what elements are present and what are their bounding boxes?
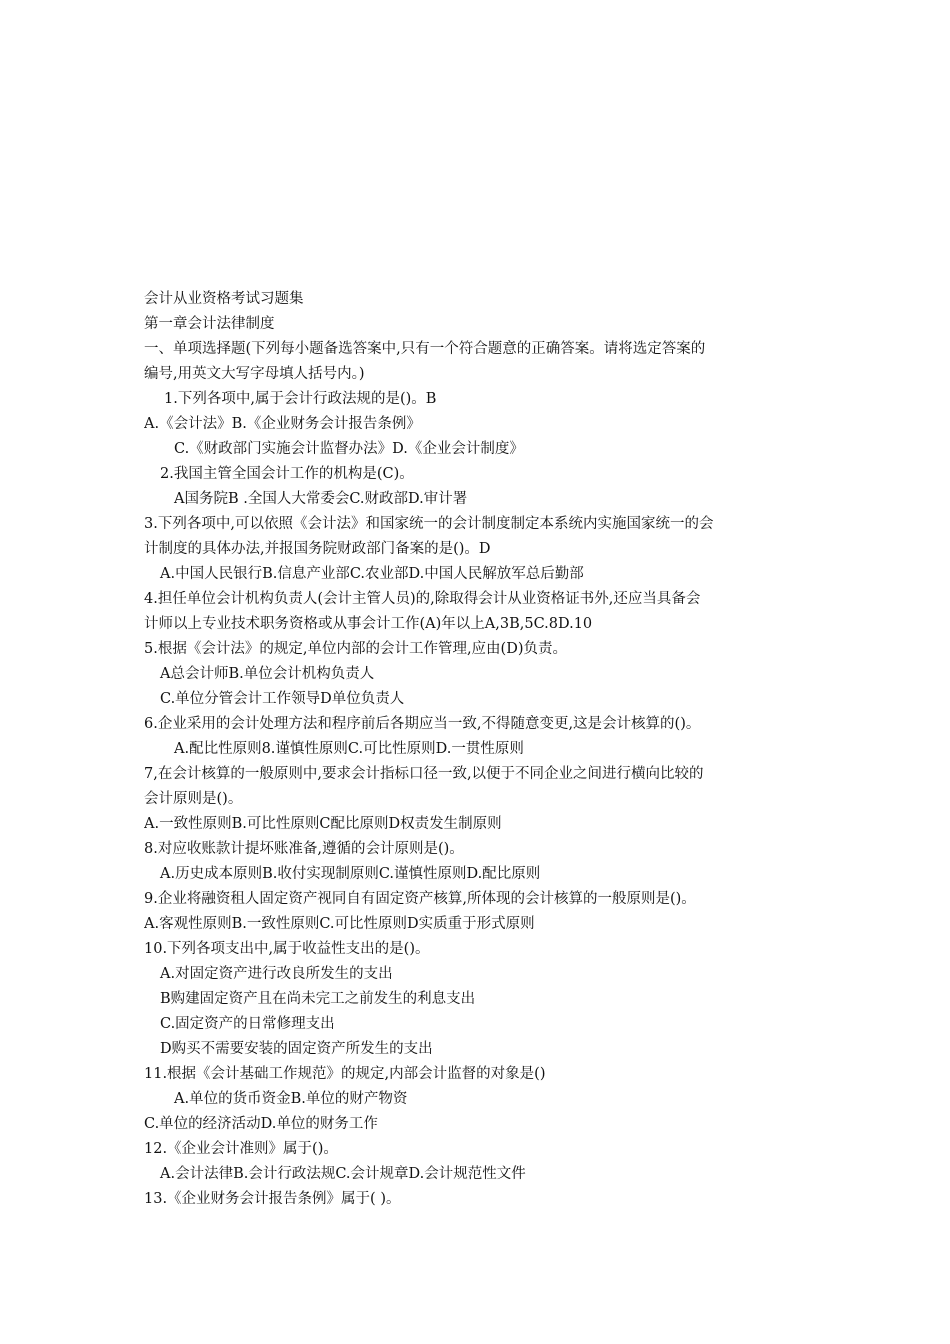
question-10-option-b: B购建固定资产且在尚未完工之前发生的利息支出 — [160, 991, 476, 1007]
question-10-option-d: D购买不需要安装的固定资产所发生的支出 — [160, 1041, 433, 1057]
question-7-cont: 会计原则是()。 — [144, 791, 243, 807]
chapter-heading: 第一章会计法律制度 — [144, 316, 275, 332]
question-5-options-a: A总会计师B.单位会计机构负责人 — [160, 666, 375, 682]
question-9-options: A.客观性原则B.一致性原则C.可比性原则D实质重于形式原则 — [144, 916, 535, 932]
question-8: 8.对应收账款计提坏账准备,遵循的会计原则是()。 — [144, 841, 464, 857]
question-3: 3.下列各项中,可以依照《会计法》和国家统一的会计制度制定本系统内实施国家统一的会 — [144, 516, 714, 532]
question-3-options: A.中国人民银行B.信息产业部C.农业部D.中国人民解放军总后勤部 — [160, 566, 584, 582]
question-12-options: A.会计法律B.会计行政法规C.会计规章D.会计规范性文件 — [160, 1166, 526, 1182]
question-9: 9.企业将融资租人固定资产视同自有固定资产核算,所体现的会计核算的一般原则是()。 — [144, 891, 696, 907]
question-7: 7,在会计核算的一般原则中,要求会计指标口径一致,以便于不同企业之间进行横向比较的 — [144, 766, 704, 782]
question-4-cont: 计师以上专业技术职务资格或从事会计工作(A)年以上A,3B,5C.8D.10 — [144, 616, 593, 632]
question-11: 11.根据《会计基础工作规范》的规定,内部会计监督的对象是() — [144, 1066, 546, 1082]
question-13: 13.《企业财务会计报告条例》属于( )。 — [144, 1191, 401, 1207]
question-2-options: A国务院B .全国人大常委会C.财政部D.审计署 — [174, 491, 468, 507]
question-12: 12.《企业会计准则》属于()。 — [144, 1141, 338, 1157]
question-6-options: A.配比性原则8.谨慎性原则C.可比性原则D.一贯性原则 — [174, 741, 524, 757]
question-1-options-a: A.《会计法》B.《企业财务会计报告条例》 — [144, 416, 421, 432]
question-10-option-a: A.对固定资产进行改良所发生的支出 — [160, 966, 393, 982]
question-6: 6.企业采用的会计处理方法和程序前后各期应当一致,不得随意变更,这是会计核算的()。 — [144, 716, 701, 732]
question-5: 5.根据《会计法》的规定,单位内部的会计工作管理,应由(D)负责。 — [144, 641, 567, 657]
question-10-option-c: C.固定资产的日常修理支出 — [160, 1016, 335, 1032]
section-instructions-cont: 编号,用英文大写字母填人括号内。) — [144, 366, 365, 382]
question-1: 1.下列各项中,属于会计行政法规的是()。B — [164, 391, 437, 407]
section-instructions: 一、单项选择题(下列每小题备选答案中,只有一个符合题意的正确答案。请将选定答案的 — [144, 341, 706, 357]
question-11-options-b: C.单位的经济活动D.单位的财务工作 — [144, 1116, 378, 1132]
question-3-cont: 计制度的具体办法,并报国务院财政部门备案的是()。D — [144, 541, 491, 557]
question-8-options: A.历史成本原则B.收付实现制原则C.谨慎性原则D.配比原则 — [160, 866, 541, 882]
document-body — [144, 287, 814, 1212]
question-10: 10.下列各项支出中,属于收益性支出的是()。 — [144, 941, 430, 957]
document-title: 会计从业资格考试习题集 — [144, 291, 304, 307]
question-7-options: A.一致性原则B.可比性原则C配比原则D权责发生制原则 — [144, 816, 502, 832]
question-2: 2.我国主管全国会计工作的机构是(C)。 — [160, 466, 414, 482]
question-5-options-b: C.单位分管会计工作领导D单位负责人 — [160, 691, 405, 707]
question-1-options-b: C.《财政部门实施会计监督办法》D.《企业会计制度》 — [174, 441, 524, 457]
question-4: 4.担任单位会计机构负责人(会计主管人员)的,除取得会计从业资格证书外,还应当具备会 — [144, 591, 701, 607]
question-11-options-a: A.单位的货币资金B.单位的财产物资 — [174, 1091, 408, 1107]
